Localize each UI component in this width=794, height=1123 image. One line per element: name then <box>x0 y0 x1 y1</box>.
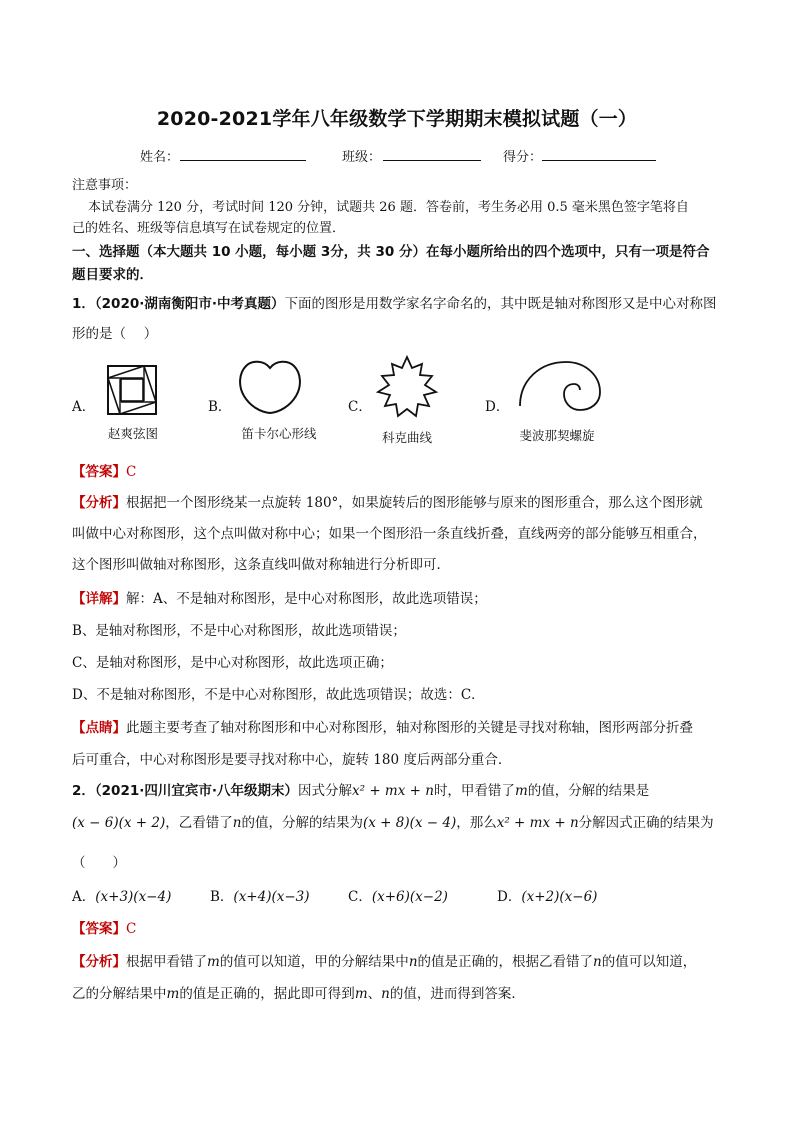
q2-paren: （ ） <box>72 855 126 871</box>
q2-option-a[interactable] <box>72 885 171 905</box>
q2-option-c[interactable] <box>348 885 448 905</box>
q1-option-d-caption: 斐波那契螺旋 <box>519 428 595 443</box>
q1-option-a-caption: 赵爽弦图 <box>107 426 158 441</box>
notice-line-1: 本试卷满分 120 分，考试时间 120 分钟，试题共 26 题．答卷前，考生务必用 0.5 毫米黑色签字笔将自 <box>88 200 689 215</box>
q2-analysis-text: 的值可以知道， <box>601 954 697 970</box>
q2-text: 的值，分解的结果为 <box>241 815 363 831</box>
q1-comment-line-2: 后可重合，中心对称图形是要寻找对称中心，旋转 180 度后两部分重合． <box>72 752 512 768</box>
q1-analysis-line-1 <box>72 493 703 513</box>
option-expr: (x+6)(x−2) <box>371 889 448 905</box>
comment-tag: 【点睛】 <box>72 720 126 736</box>
option-letter: A． <box>72 889 96 905</box>
q2-factor-1: (x − 6)(x + 2) <box>72 815 166 831</box>
q2-analysis-text: 的值是正确的，根据乙看错了 <box>417 954 594 970</box>
var-n: n <box>381 986 390 1002</box>
q2-text: 的值，分解的结果是 <box>527 783 650 799</box>
q1-option-c-caption: 科克曲线 <box>381 430 432 445</box>
q2-source: （2021·四川宜宾市·八年级期末） <box>94 783 298 799</box>
q1-detail-line-4: D、不是轴对称图形，不是中心对称图形，故此选项错误；故选：C． <box>72 687 485 703</box>
q2-factor-2: (x + 8)(x − 4) <box>362 815 457 831</box>
q1-answer: C <box>126 464 137 480</box>
answer-tag: 【答案】 <box>72 921 126 937</box>
q1-comment-line-1 <box>72 718 693 738</box>
q2-option-b[interactable] <box>210 885 310 905</box>
q1-line-1 <box>72 294 717 314</box>
q2-analysis-text: 的值，进而得到答案． <box>389 986 525 1002</box>
section-heading-line-2: 题目要求的． <box>72 267 153 283</box>
q2-answer: C <box>126 921 137 937</box>
q2-line-2 <box>72 813 714 833</box>
q2-text: ，乙看错了 <box>165 815 233 831</box>
score-field[interactable] <box>542 160 656 161</box>
q1-option-d-letter: D． <box>485 399 510 415</box>
q2-analysis-text: 的值可以知道，甲的分解结果中 <box>219 954 409 970</box>
option-expr: (x+2)(x−6) <box>521 889 598 905</box>
q1-text-1: 下面的图形是用数学家名字命名的，其中既是轴对称图形又是中心对称图 <box>284 296 717 312</box>
zhao-shuang-square-icon <box>106 364 158 416</box>
var-m: m <box>354 986 368 1002</box>
q1-detail-line-2: B、是轴对称图形，不是中心对称图形，故此选项错误； <box>72 623 406 639</box>
q2-expression: x² + mx + n <box>352 783 434 799</box>
cardioid-icon <box>238 358 302 416</box>
q1-analysis-line-2: 叫做中心对称图形，这个点叫做对称中心；如果一个图形沿一条直线折叠，直线两旁的部分能够互相重合， <box>72 526 707 542</box>
var-n: n <box>593 954 602 970</box>
q1-option-a-letter: A． <box>72 399 96 415</box>
q2-text: ，那么 <box>456 815 497 831</box>
q1-analysis-1: 根据把一个图形绕某一点旋转 180°，如果旋转后的图形能够与原来的图形重合，那么这个图形就 <box>126 495 703 511</box>
analysis-tag: 【分析】 <box>72 495 126 511</box>
option-letter: B． <box>210 889 234 905</box>
q2-number: 2． <box>72 783 95 799</box>
var-m: m <box>166 986 180 1002</box>
q1-line-2: 形的是（ ） <box>72 326 158 342</box>
q2-analysis-text: 的值是正确的，据此即可得到 <box>179 986 355 1002</box>
q2-option-d[interactable] <box>497 885 597 905</box>
q1-analysis-line-3: 这个图形叫做轴对称图形，这条直线叫做对称轴进行分析即可． <box>72 557 450 573</box>
option-expr: (x+3)(x−4) <box>95 889 172 905</box>
q2-text: 因式分解 <box>298 783 352 799</box>
q1-option-b-caption: 笛卡尔心形线 <box>241 426 317 441</box>
q1-option-b-letter: B． <box>208 399 232 415</box>
var-n: n <box>232 815 242 831</box>
q2-answer-line <box>72 919 136 939</box>
q2-line-1 <box>72 781 649 801</box>
var-m: m <box>207 954 220 970</box>
q1-answer-line <box>72 462 136 482</box>
q1-detail-1: 解：A、不是轴对称图形，是中心对称图形，故此选项错误； <box>126 591 487 607</box>
name-field[interactable] <box>180 160 306 161</box>
analysis-tag: 【分析】 <box>72 954 126 970</box>
q2-expression: x² + mx + n <box>496 815 579 831</box>
fibonacci-spiral-icon <box>510 356 606 414</box>
q1-comment-1: 此题主要考查了轴对称图形和中心对称图形，轴对称图形的关键是寻找对称轴，图形两部分折叠 <box>126 720 693 736</box>
option-letter: D． <box>497 889 522 905</box>
q2-text: 时，甲看错了 <box>433 783 515 799</box>
answer-tag: 【答案】 <box>72 464 126 480</box>
notice-line-2: 己的姓名、班级等信息填写在试卷规定的位置． <box>72 221 346 236</box>
detail-tag: 【详解】 <box>72 591 126 607</box>
koch-snowflake-icon <box>374 354 440 424</box>
q2-text: 分解因式正确的结果为 <box>578 815 714 831</box>
q1-detail-line-1 <box>72 589 487 609</box>
score-label: 得分： <box>503 150 543 165</box>
page-title: 2020-2021学年八年级数学下学期期末模拟试题（一） <box>156 108 638 130</box>
var-n: n <box>408 954 418 970</box>
q1-number: 1． <box>72 296 95 312</box>
q1-detail-line-3: C、是轴对称图形，是中心对称图形，故此选项正确； <box>72 655 393 671</box>
section-heading-line-1: 一、选择题（本大题共 10 小题，每小题 3分，共 30 分）在每小题所给出的四个选项中，只有一项是符合 <box>72 244 710 260</box>
class-field[interactable] <box>383 160 481 161</box>
q1-source: （2020·湖南衡阳市·中考真题） <box>94 296 285 312</box>
option-letter: C． <box>348 889 372 905</box>
q2-analysis-text: 根据甲看错了 <box>126 954 207 970</box>
q2-analysis-line-1 <box>72 952 696 972</box>
var-m: m <box>514 783 528 799</box>
q2-analysis-text: 乙的分解结果中 <box>72 986 167 1002</box>
option-expr: (x+4)(x−3) <box>233 889 310 905</box>
q2-analysis-line-2 <box>72 984 525 1004</box>
name-label: 姓名： <box>140 150 180 165</box>
notice-title: 注意事项： <box>72 178 138 193</box>
q2-analysis-text: 、 <box>367 986 382 1002</box>
q1-option-c-letter: C． <box>348 399 372 415</box>
class-label: 班级： <box>342 150 382 165</box>
